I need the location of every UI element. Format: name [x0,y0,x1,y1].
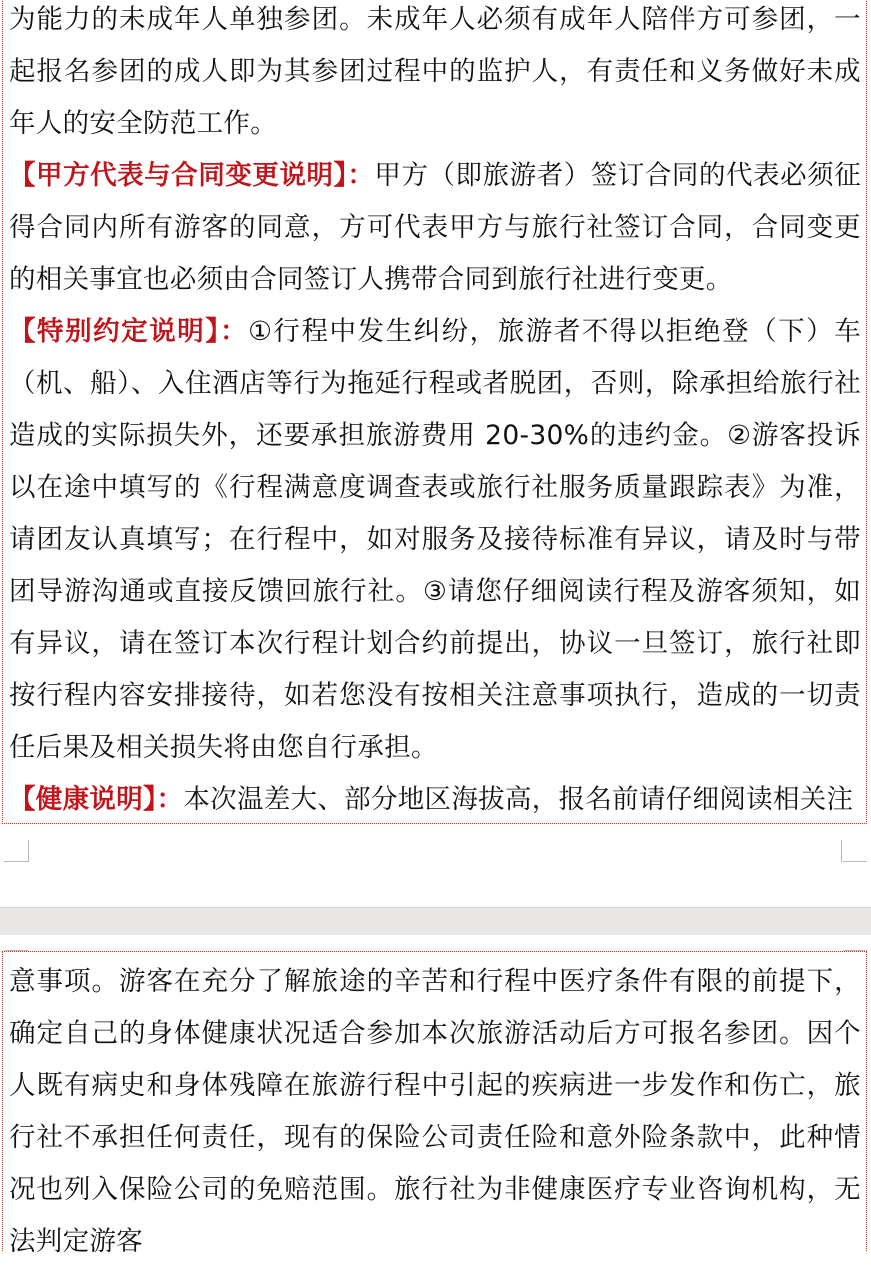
paragraph-body: 为能力的未成年人单独参团。未成年人必须有成年人陪伴方可参团，一起报名参团的成人即为其参团过程中的监护人，有责任和义务做好未成年人的安全防范工作。 [9,4,861,139]
paragraph-contract-representative [9,150,861,306]
document-page-2 [0,935,871,1257]
page-corner-mark [4,840,29,862]
paragraph-body: 本次温差大、部分地区海拔高，报名前请仔细阅读相关注 [183,784,854,815]
page-separator [0,870,871,935]
paragraph-health-notice [9,774,861,826]
page-corner-mark [841,840,866,862]
section-heading-health: 【健康说明】： [9,784,184,815]
page-corner-mark [843,950,867,951]
paragraph-minor-supervision [9,0,861,150]
page-1-body[interactable] [9,0,861,826]
paragraph-health-continued [9,956,861,1268]
page-corner-mark [843,861,867,862]
section-heading-contract-change: 【甲方代表与合同变更说明】： [9,160,375,191]
paragraph-body: 甲方（即旅游者）签订合同的代表必须征得合同内所有游客的同意，方可代表甲方与旅行社签订合同，合同变更的相关事宜也必须由合同签订人携带合同到旅行社进行变更。 [9,160,861,295]
page-corner-mark [4,861,28,862]
paragraph-body: ①行程中发生纠纷，旅游者不得以拒绝登（下）车（机、船）、入住酒店等行为拖延行程或者脱团，否则，除承担给旅行社造成的实际损失外，还要承担旅游费用 20-30%的违约金。②游客投诉以在途中填写的《行程满意度调查表或旅行社服务质量跟踪表》为准，请团友认真填写；在行程中，如对服务及接待标准有异议，请及时与带团导游沟通或直接反馈回旅行社。③请您仔细阅读行程及游客须知，如有异议，请在签订本次行程计划合约前提出，协议一旦签订，旅行社即按行程内容安排接待，如若您没有按相关注意事项执行，造成的一切责任后果及相关损失将由您自行承担。 [9,316,861,763]
page-corner-mark [4,950,28,951]
paragraph-body: 意事项。游客在充分了解旅途的辛苦和行程中医疗条件有限的前提下，确定自己的身体健康状况适合参加本次旅游活动后方可报名参团。因个人既有病史和身体残障在旅游行程中引起的疾病进一步发作和伤亡，旅行社不承担任何责任，现有的保险公司责任险和意外险条款中，此种情况也列入保险公司的免赔范围。旅行社为非健康医疗专业咨询机构，无法判定游客 [9,966,861,1257]
section-heading-special-agreement: 【特别约定说明】： [9,316,249,347]
paragraph-special-agreement [9,306,861,774]
page-2-body[interactable] [9,956,861,1268]
page-gap-band [0,907,871,936]
